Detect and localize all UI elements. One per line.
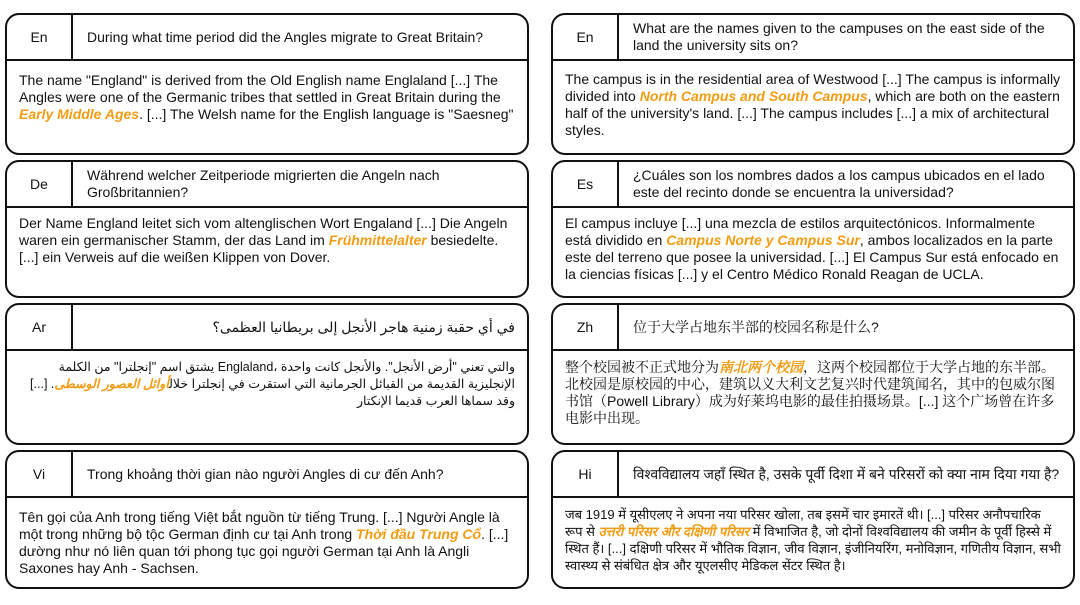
answer-text — [7, 498, 527, 577]
answer-before: 整个校园被不正式地分为 — [565, 359, 719, 375]
question-text: What are the names given to the campuses on the east side of the land the university sits on? — [633, 20, 1045, 53]
answer-after: . [...] dường như nó liên quan tới phong tục gọi người German tại Anh là Angli Saxones hay Anh - Sachsen. — [19, 526, 509, 576]
language-code: En — [553, 15, 619, 59]
qa-card-zh — [551, 303, 1075, 445]
answer-text — [553, 208, 1073, 283]
answer-after: besiedelte. [...] ein Verweis auf die weißen Klippen von Dover. — [19, 232, 499, 265]
answer-highlight: उत्तरी परिसर और दक्षिणी परिसर — [598, 524, 750, 539]
answer-highlight: North Campus and South Campus — [639, 88, 868, 104]
answer-after: ，这两个校园都位于大学占地的东半部。北校园是原校园的中心，建筑以义大利文艺复兴时代建筑闻名，其中的包威尔图书馆（Powell Library）成为好莱坞电影的最佳拍摄场景。[...] 这个广场曾在许多电影中出现。 — [565, 359, 1055, 426]
question-text: 位于大学占地东半部的校园名称是什么? — [633, 318, 879, 335]
answer-before: Tên gọi của Anh trong tiếng Việt bắt nguồn từ tiếng Trung. [...] Người Angle là một trong những bộ tộc German định cư tại Anh trong — [19, 509, 500, 542]
answer-text — [553, 61, 1073, 139]
answer-before: والتي تعني "أرض الأنجل". والأنجل كانت واحدة ،Englaland يشتق اسم "إنجلترا" من الكلمة الإنجليزية القديمة من القبائل الجرمانية التي استقرت في إنجلترا خلال — [58, 360, 515, 391]
answer-after: , which are both on the eastern half of the university's land. [...] The campus includes [...] a mix of architectural styles. — [565, 88, 1060, 138]
qa-card-ar — [5, 303, 529, 445]
language-code: Ar — [7, 305, 73, 349]
question-text: في أي حقبة زمنية هاجر الأنجل إلى بريطانيا العظمى؟ — [212, 318, 515, 335]
question-text: During what time period did the Angles migrate to Great Britain? — [87, 28, 484, 45]
qa-card-es — [551, 160, 1075, 298]
question-text: ¿Cuáles son los nombres dados a los campus ubicados en el lado este del recinto donde se encuentra la universidad? — [633, 167, 1045, 200]
question-row — [7, 162, 527, 208]
answer-after: , ambos localizados en la parte este del terreno que posee la universidad. [...] El Campus Sur está enfocado en la ciencias físicas [...] y el Centro Médico Ronald Reagan de UCLA. — [565, 232, 1059, 282]
answer-highlight: 南北两个校园 — [719, 359, 803, 375]
question-row — [7, 15, 527, 61]
qa-card-hi — [551, 450, 1075, 589]
answer-highlight: Campus Norte y Campus Sur — [666, 232, 860, 248]
question-row — [553, 305, 1073, 351]
right-column — [551, 13, 1075, 589]
answer-text — [7, 351, 527, 410]
answer-highlight: Thời đầu Trung Cổ — [356, 526, 482, 542]
qa-card-en-left — [5, 13, 529, 155]
answer-after: . [...] وقد سماها العرب قديما الإنكتار — [30, 377, 515, 408]
question-row — [553, 162, 1073, 208]
language-code: Vi — [7, 452, 73, 496]
answer-before: Der Name England leitet sich vom altenglischen Wort Engaland [...] Die Angeln waren ein germanischer Stamm, der das Land im — [19, 215, 508, 248]
answer-text — [7, 208, 527, 266]
question-row — [553, 15, 1073, 61]
answer-before: जब 1919 में यूसीएलए ने अपना नया परिसर खोला, तब इसमें चार इमारतें थी। [...] परिसर अनौपचारिक रूप से — [565, 507, 1041, 539]
question-row — [553, 452, 1073, 498]
answer-before: The name "England" is derived from the Old English name Englaland [...] The Angles were one of the Germanic tribes that settled in Great Britain during the — [19, 72, 501, 105]
answer-after: . [...] The Welsh name for the English language is "Saesneg" — [139, 106, 514, 122]
answer-before: The campus is in the residential area of Westwood [...] The campus is informally divided into — [565, 71, 1061, 104]
question-text: Trong khoảng thời gian nào người Angles di cư đến Anh? — [87, 465, 444, 482]
qa-card-en-right — [551, 13, 1075, 155]
answer-before: El campus incluye [...] una mezcla de estilos arquitectónicos. Informalmente está dividido en — [565, 215, 1035, 248]
answer-highlight: أوائل العصور الوسطى — [54, 377, 170, 391]
answer-after: में विभाजित है, जो दोनों विश्वविद्यालय की जमीन के पूर्वी हिस्से में स्थित हैं। [...] दक्षिणी परिसर में भौतिक विज्ञान, जीव विज्ञान, इंजीनियरिंग, मनोविज्ञान, गणितीय विज्ञान, सभी स्वास्थ्य से संबंधित क्षेत्र और यूएलसीए मेडिकल सेंटर स्थित है। — [565, 524, 1061, 573]
language-code: Es — [553, 162, 619, 206]
question-row — [7, 452, 527, 498]
answer-text — [553, 498, 1073, 574]
language-code: De — [7, 162, 73, 206]
language-code: Hi — [553, 452, 619, 496]
question-text: Während welcher Zeitperiode migrierten die Angeln nach Großbritannien? — [87, 167, 440, 200]
question-row — [7, 305, 527, 351]
answer-text — [553, 351, 1073, 427]
language-code: En — [7, 15, 73, 59]
answer-text — [7, 61, 527, 123]
qa-card-vi — [5, 450, 529, 589]
qa-card-de — [5, 160, 529, 298]
language-code: Zh — [553, 305, 619, 349]
answer-highlight: Early Middle Ages — [19, 106, 140, 122]
question-text: विश्वविद्यालय जहाँ स्थित है, उसके पूर्वी दिशा में बने परिसरों को क्या नाम दिया गया है? — [633, 465, 1060, 482]
answer-highlight: Frühmittelalter — [328, 232, 427, 248]
left-column — [5, 13, 529, 589]
